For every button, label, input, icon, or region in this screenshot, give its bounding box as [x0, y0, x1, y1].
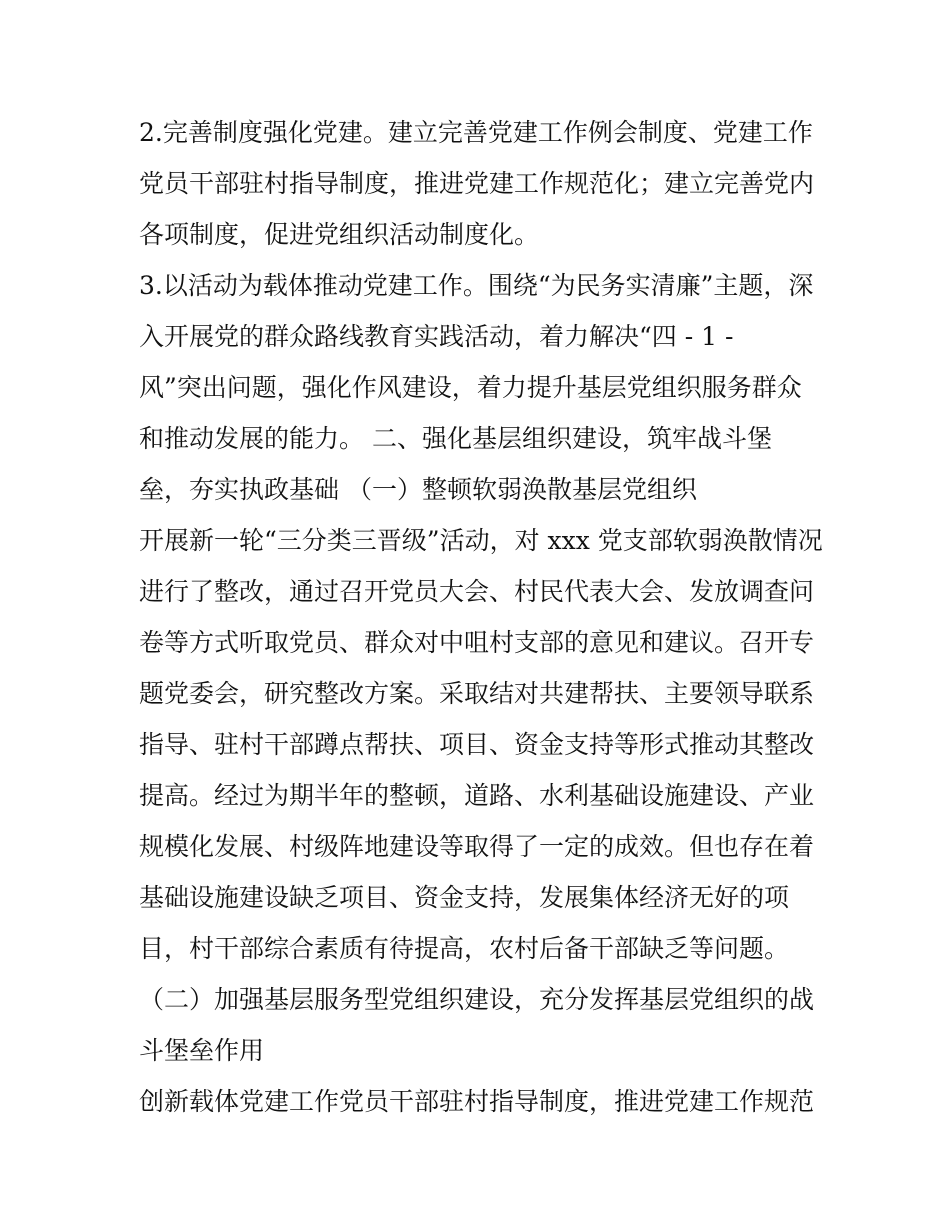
text-line: 入开展党的群众路线教育实践活动，着力解决“四 - 1 - — [139, 322, 734, 351]
text-line: 进行了整改，通过召开党员大会、村民代表大会、发放调查问 — [139, 577, 815, 606]
text-line: 各项制度，促进党组织活动制度化。 — [139, 220, 540, 249]
document-body — [139, 107, 829, 1127]
text-line: 创新载体党建工作党员干部驻村指导制度，推进党建工作规范 — [139, 1087, 815, 1116]
text-line: 目，村干部综合素质有待提高，农村后备干部缺乏等问题。 — [139, 934, 790, 963]
text-line: 垒，夯实执政基础 （一）整顿软弱涣散基层党组织 — [139, 475, 697, 504]
text-line: 规模化发展、村级阵地建设等取得了一定的成效。但也存在着 — [139, 832, 815, 861]
text-line: 开展新一轮“三分类三晋级”活动，对 xxx 党支部软弱涣散情况 — [139, 526, 823, 555]
text-line: 题党委会，研究整改方案。采取结对共建帮扶、主要领导联系 — [139, 679, 815, 708]
text-line: 卷等方式听取党员、群众对中咀村支部的意见和建议。召开专 — [139, 628, 815, 657]
text-line: 2.完善制度强化党建。建立完善党建工作例会制度、党建工作 — [139, 118, 813, 147]
text-line: 3.以活动为载体推动党建工作。围绕“为民务实清廉”主题，深 — [139, 271, 814, 300]
text-line: （二）加强基层服务型党组织建设，充分发挥基层党组织的战 — [139, 985, 815, 1014]
text-line: 基础设施建设缺乏项目、资金支持，发展集体经济无好的项 — [139, 883, 790, 912]
text-line: 斗堡垒作用 — [139, 1036, 265, 1065]
text-line: 和推动发展的能力。 二、强化基层组织建设，筑牢战斗堡 — [139, 424, 772, 453]
text-line: 党员干部驻村指导制度，推进党建工作规范化；建立完善党内 — [139, 169, 815, 198]
text-line: 提高。经过为期半年的整顿，道路、水利基础设施建设、产业 — [139, 781, 815, 810]
text-line: 指导、驻村干部蹲点帮扶、项目、资金支持等形式推动其整改 — [139, 730, 815, 759]
text-line: 风”突出问题，强化作风建设，着力提升基层党组织服务群众 — [139, 373, 802, 402]
